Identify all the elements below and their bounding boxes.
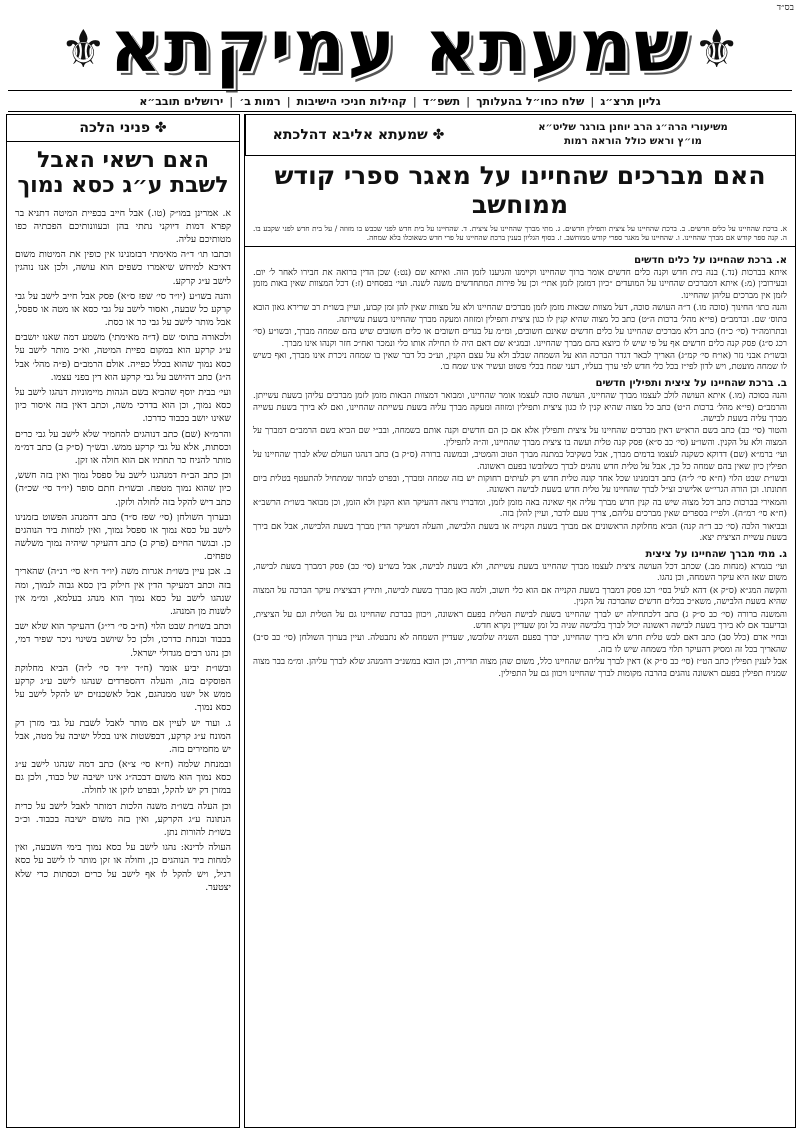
paragraph: ובשו״ת שבט הלוי (ח״א סי׳ ל״ה) כתב דבזמנינו שכל אחד קונה טלית חדש רק לעיתים רחוקות יש בזה שמחה ומברך, ובפרט לבחור שמתחיל להתעטף בטלית ביום חתונתו. וכן הורה הגרי״ש אלישיב זצ״ל לברך שהחיינו על טלית חדש בשעת לבישה ראשונה. (253, 474, 787, 496)
paragraph: א. אמרינן במו״ק (טו.) אבל חייב בכפיית המיטה דתניא בר קפרא דמות דיוקני נתתי בהן ובעוונותיכם הפכתיה כפו מטותיכם עליה. (15, 207, 231, 245)
issue-year: תשפ״ד (422, 94, 461, 108)
section-label-side: ✤ פניני הלכה (7, 115, 239, 142)
paragraph: ולכאורה בתוס׳ שם (ד״ה מאימתי) משמע דמה שאנו יושבים ע״ג קרקע הוא במקום כפיית המיטה, וא״כ מותר לישב על כסא נמוך שהוא בכלל כפייה. אולם הרמב״ם (פ״ה מהל׳ אבל ה״ג) כתב דהיושב על גבי קרקע הוא דין בפני עצמו. (15, 332, 231, 383)
paragraph: ובמנחת שלמה (ח״א סי׳ צ״א) כתב דמה שנהגו לישב ע״ג כסא נמוך הוא משום דבכה״ג אינו ישיבה של כבוד, ולכן גם במזרן דק יש להקל, ובפרט לזקן או לחולה. (15, 759, 231, 797)
paragraph: ובערוך השולחן (סי׳ שפז ס״ד) כתב דהמנהג הפשוט בזמנינו לישב על כסא נמוך או ספסל נמוך, ואין למחות ביד הנוהגים כן. ובגשר החיים (פרק כ) כתב דהעיקר שיהיה נמוך משלשה טפחים. (15, 511, 231, 563)
masthead (40, 6, 760, 86)
main-intro: א. ברכת שהחיינו על כלים חדשים. ב. ברכת שהחיינו על ציצית ותפילין חדשים. ג. מתי מברך שהחיינו על ציצית. ד. שהחיינו על בית חדש לפני שכבש בו מזוזה / על בית חדש לפני שקבע בו. ה. קנה ספר קודש אם מברך שהחיינו. ו. שהחיינו על מאגר ספרי קודש ממוחשב. ז. בסוף הגליון בענין ברכת שהחיינו על פרי חדש כשאוכלו בלא שמחה. (245, 224, 795, 247)
side-article-column (6, 114, 240, 1128)
section-label-main: ✤ שמעתא אליבא דהלכתא (245, 115, 471, 155)
paragraph: ועי׳ בבית יוסף שהביא בשם הגהות מיימוניות דנהגו לישב על כסא נמוך, וכן הוא בדרכי משה, וכתב דאין בזה איסור כיון שאינו יושב בכבוד כדרכו. (15, 387, 231, 425)
issue-bar: גליון תרצ״ג | שלח כחו״ל בהעלותך | תשפ״ד | קהילות חניכי הישיבות | רמות ב׳ | ירושלים תובב״א (8, 90, 792, 112)
paragraph: ועי׳ ברמ״א (שם) דדוקא כשקנה לעצמו בדמים מברך, אבל כשקיבל במתנה מברך הטוב והמטיב, ובמשנה ברורה (ס״ק ב) כתב דנהגו העולם שלא לברך שהחיינו על תפילין כיון שאין בהם שמחה כל כך, אבל על טלית חדש נוהגים לברך כשלובשו בפעם ראשונה. (253, 450, 787, 472)
paragraph: והרמ״א (שם) כתב דנוהגים להחמיר שלא לישב על גבי כרים וכסתות, אלא על גבי קרקע ממש. ובש״ך (ס״ק ב) כתב דמ״מ מותר להניח כר תחתיו אם הוא חולה או זקן. (15, 428, 231, 466)
corner-mark: בס״ד (776, 3, 794, 13)
issue-neighborhood: רמות ב׳ (239, 94, 281, 108)
paragraph: ובתרומה״ד (סי׳ כ״ח) כתב דלא מברכים שהחיינו על כלים חדשים שאינם חשובים, ומ״מ על בגדים חשובים או כלים חשובים שיש בהם שמחה מברך, ובשו״ע (סי׳ רכג ס״ג) פסק קנה כלים חדשים אף על פי שיש לו כיוצא בהם מברך שהחיינו. ובמג״א שם דאם היה לו תחילה אותו כלי ונמכר ואח״כ חזר וקנהו אינו מברך. (253, 327, 787, 349)
paragraph: אבל לענין תפילין כתב הט״ז (סי׳ כב ס״ק א) דאין לברך עליהם שהחיינו כלל, משום שהן מצוה תדירה, וכן הובא במשנ״ב דהמנהג שלא לברך עליהן. ומ״מ בבר מצוה שמניח תפילין בפעם ראשונה נוהגים בהרבה מקומות לברך שהחיינו ויכוון גם על התפילין. (253, 657, 787, 679)
byline-line-2: מו״ץ וראש כולל הוראה רמות (564, 136, 702, 147)
issue-community: קהילות חניכי הישיבות (296, 94, 407, 108)
byline (471, 115, 795, 155)
paragraph: ועי׳ בגמרא (מנחות מב.) שכתב דכל העושה ציצית לעצמו מברך שהחיינו בשעת עשייתה, ולא בשעת לבישה, אבל בשו״ע (סי׳ כב) פסק דמברך בשעת לבישה, משום שאז היא עיקר השמחה, וכן נהגו. (253, 561, 787, 584)
paragraph: והטור (סי׳ כב) כתב בשם הרא״ש דאין מברכים שהחיינו על ציצית ותפילין אלא אם כן הם חדשים וקנה אותם בשמחה, ובב״י שם הביא בשם הרמב״ם דמברך על המצוה ולא על הקנין. והשו״ע (סי׳ כב ס״א) פסק קנה טלית ועשה בו ציצית מברך שהחיינו, וה״ה לתפילין. (253, 426, 787, 448)
paragraph: ובביאור הלכה (סי׳ כב ד״ה קנה) הביא מחלוקת הראשונים אם מברך בשעת הקנייה או בשעת הלבישה, והעלה דמעיקר הדין מברך בשעת הלבישה, אבל אם בירך בשעת עשיית הציצית יצא. (253, 521, 787, 544)
masthead-title: שמעתא עמיקתא (109, 4, 691, 88)
paragraph: וכן העלה בשו״ת משנה הלכות דמותר לאבל לישב על כרית הנתונה ע״ג הקרקע, ואין בזה משום ישיבה בכבוד. וכ״כ בשו״ת להורות נתן. (15, 800, 231, 839)
section-heading: א. ברכת שהחיינו על כלים חדשים (634, 254, 787, 266)
paragraph: והמאירי בברכות כתב דכל מצוה שיש בה קנין חדש מברך עליה אף שאינה באה מזמן לזמן, ומדבריו נראה דהעיקר הוא הקנין ולא הזמן, וכן מבואר בשו״ת הרשב״א (ח״א סי׳ רמ״ה). ולפי״ז בספרים שאין מברכים עליהם, צריך טעם לדבר, ועיין להלן בזה. (253, 497, 787, 520)
paragraph: והקשה המג״א (ס״ק א) דהא לעיל בסי׳ רכג פסק דמברך בשעת הקנייה אם הוא כלי חשוב, ולמה כאן מברך בשעת לבישה, ותירץ דבציצית עיקר הברכה על המצוה שהיא בשעת הלבישה, משא״כ בכלים חדשים שהברכה על הקנין. (253, 585, 787, 608)
paragraph: והנה בשו״ע (יו״ד סי׳ שפז ס״א) פסק אבל חייב לישב על גבי קרקע כל שבעה, ואסור לישב על גבי כסא או מטה או ספסל, אבל מותר לישב על גבי כר או כסת. (15, 290, 231, 329)
main-article-body (245, 247, 795, 685)
main-article-header (245, 115, 795, 156)
paragraph: והנה כתו׳ החינוך (סוכה מו.) ד״ה העושה סוכה, דעל מצוות שבאות מזמן לזמן מברכים שהחיינו ולא על מצוות שאין להן זמן קבוע, ועיין בשו״ת רב שרירא גאון הובא בתוס׳ שם. וברמב״ם (פי״א מהל׳ ברכות ה״ט) כתב כל מצוה שהיא קנין לו כגון ציצית ותפילין ומזוזה ומעקה מברך שהחיינו בשעת עשייתה. (253, 303, 787, 325)
side-article-body (7, 203, 239, 900)
main-article-column (244, 114, 796, 1128)
paragraph: ב. אכן עיין בשו״ת אגרות משה (יו״ד ח״א סי׳ רנ״ה) שהאריך בזה וכתב דמעיקר הדין אין חילוק בין כסא גבוה לנמוך, ומה שנהגו לישב על כסא נמוך הוא מנהג בעלמא, ומ״מ אין לשנות מן המנהג. (15, 566, 231, 618)
side-headline: האם רשאי האבל לשבת ע״ג כסא נמוך (17, 148, 229, 199)
fleur-de-lis-left-icon: ⚜ (60, 20, 107, 80)
issue-city: ירושלים תובב״א (139, 94, 224, 108)
byline-line-1: משיעורי הרה״ג הרב יוחנן בורגר שליט״א (538, 122, 728, 133)
section-heading: ג. מתי מברך שהחיינו על ציצית (645, 548, 787, 560)
paragraph: ג. ועוד יש לעיין אם מותר לאבל לשבת על גבי מזרן דק המונח ע״ג קרקע, דבפשטות אינו בכלל ישיבה על מטה, אבל יש מחמירים בזה. (15, 717, 231, 755)
paragraph: ובשו״ת אבני נזר (או״ח סי׳ קמ״ג) האריך לבאר דגדר הברכה הוא על השמחה שבלב ולא על עצם הקנין, וע״כ כל דבר שאין בו שמחה ניכרת אינו מברך, ואף כשיש לו שמחה מועטת, ויש לדון לפי״ז בכל כלי חדש לפי ערך בעליו, דעני שמח בכלי פשוט ועשיר אינו שמח בו. (253, 350, 787, 373)
paragraph: וכן כתב הב״ח דמנהגנו לישב על ספסל נמוך ואין בזה חשש, כיון שהוא נמוך מטפח. ובשו״ת חתם סופר (יו״ד סי׳ שכ״ה) כתב דיש להקל בזה לחולה ולזקן. (15, 470, 231, 508)
issue-parasha: שלח כחו״ל בהעלותך (476, 94, 585, 108)
paragraph: וכתב בשו״ת שבט הלוי (ח״ב סי׳ רי״ג) דהעיקר הוא שלא ישב בכבוד ובנחת כדרכו, ולכן כל שיושב בשינוי ניכר שפיר דמי, וכן נהגו רבים מגדולי ישראל. (15, 621, 231, 659)
fleur-de-lis-right-icon: ⚜ (693, 20, 740, 80)
paragraph: העולה לדינא: נהגו לישב על כסא נמוך בימי השבעה, ואין למחות ביד הנוהגים כן, וחולה או זקן מותר לו לישב על כסא רגיל, ויש להקל לו אף לישב על כרים וכסתות כדי שלא יצטער. (15, 842, 231, 893)
paragraph: ובשו״ת יביע אומר (ח״ד יו״ד סי׳ ל״ה) הביא מחלוקת הפוסקים בזה, והעלה דהספרדים שנהגו לישב ע״ג קרקע ממש אל ישנו ממנהגם, אבל לאשכנזים יש להקל לישב על כסא נמוך. (15, 662, 231, 714)
paragraph: איתא בברכות (נד.) בנה בית חדש וקנה כלים חדשים אומר ברוך שהחיינו וקיימנו והגיענו לזמן הזה. ואיתא שם (נט:) שכן הדין ברואה את חבירו לאחר ל׳ יום. ובעירובין (מ:) איתא דמברכים שהחיינו על המועדים ״כיון דמזמן לזמן אתי״ וכן על פירות המתחדשים משנה לשנה. ועי׳ בפסחים (ז:) דכל המצוות שאין באות מזמן לזמן אין מברכים עליהן שהחיינו. (253, 268, 787, 301)
main-headline: האם מברכים שהחיינו על מאגר ספרי קודש ממוחשב (274, 161, 766, 219)
paragraph: ובחיי אדם (כלל סב) כתב דאם לבש טלית חדש ולא בירך שהחיינו, יברך בפעם השניה שלובשו, שעדיין השמחה לא נתבטלה. ועיין בערוך השולחן (סי׳ כב ס״ב) שהאריך בכל זה ומסיק דהעיקר תלוי בשמחה שיש לו בזה. (253, 633, 787, 655)
paragraph: והמשנה ברורה (סי׳ כב ס״ק ג) כתב דלכתחילה יש לברך שהחיינו בשעת לבישת הטלית בפעם ראשונה, ויכוון בברכת שהחיינו גם על הטלית וגם על הציצית, ובדיעבד אם לא בירך בשעת לבישה ראשונה יכול לברך בלבישה שניה כל זמן שעדיין נקרא חדש. (253, 609, 787, 631)
paragraph: וכתבו תו׳ ד״ה מאימתי דבזמנינו אין כופין את המיטות משום דאיכא למיחש שיאמרו כשפים הוא עושה, ולכן אנו נוהגין לישב ע״ג קרקע. (15, 249, 231, 287)
section-heading: ב. ברכת שהחיינו על ציצית ותפילין חדשים (595, 377, 787, 389)
issue-number: גליון תרצ״ג (600, 94, 661, 108)
paragraph: והנה בסוכה (מו.) איתא העושה לולב לעצמו מברך שהחיינו, העושה סוכה לעצמו אומר שהחיינו, ומבואר דמצוות הבאות מזמן לזמן מברכים עליהן בשעת עשייתן. והרמב״ם (פי״א מהל׳ ברכות ה״ט) כתב כל מצוה שהיא קנין לו כגון ציצית ותפילין ומזוזה ומעקה מברך עליה בשעת עשייתה שהחיינו, ואם לא בירך בשעת עשייה מברך עליה בשעת לבישה. (253, 391, 787, 424)
